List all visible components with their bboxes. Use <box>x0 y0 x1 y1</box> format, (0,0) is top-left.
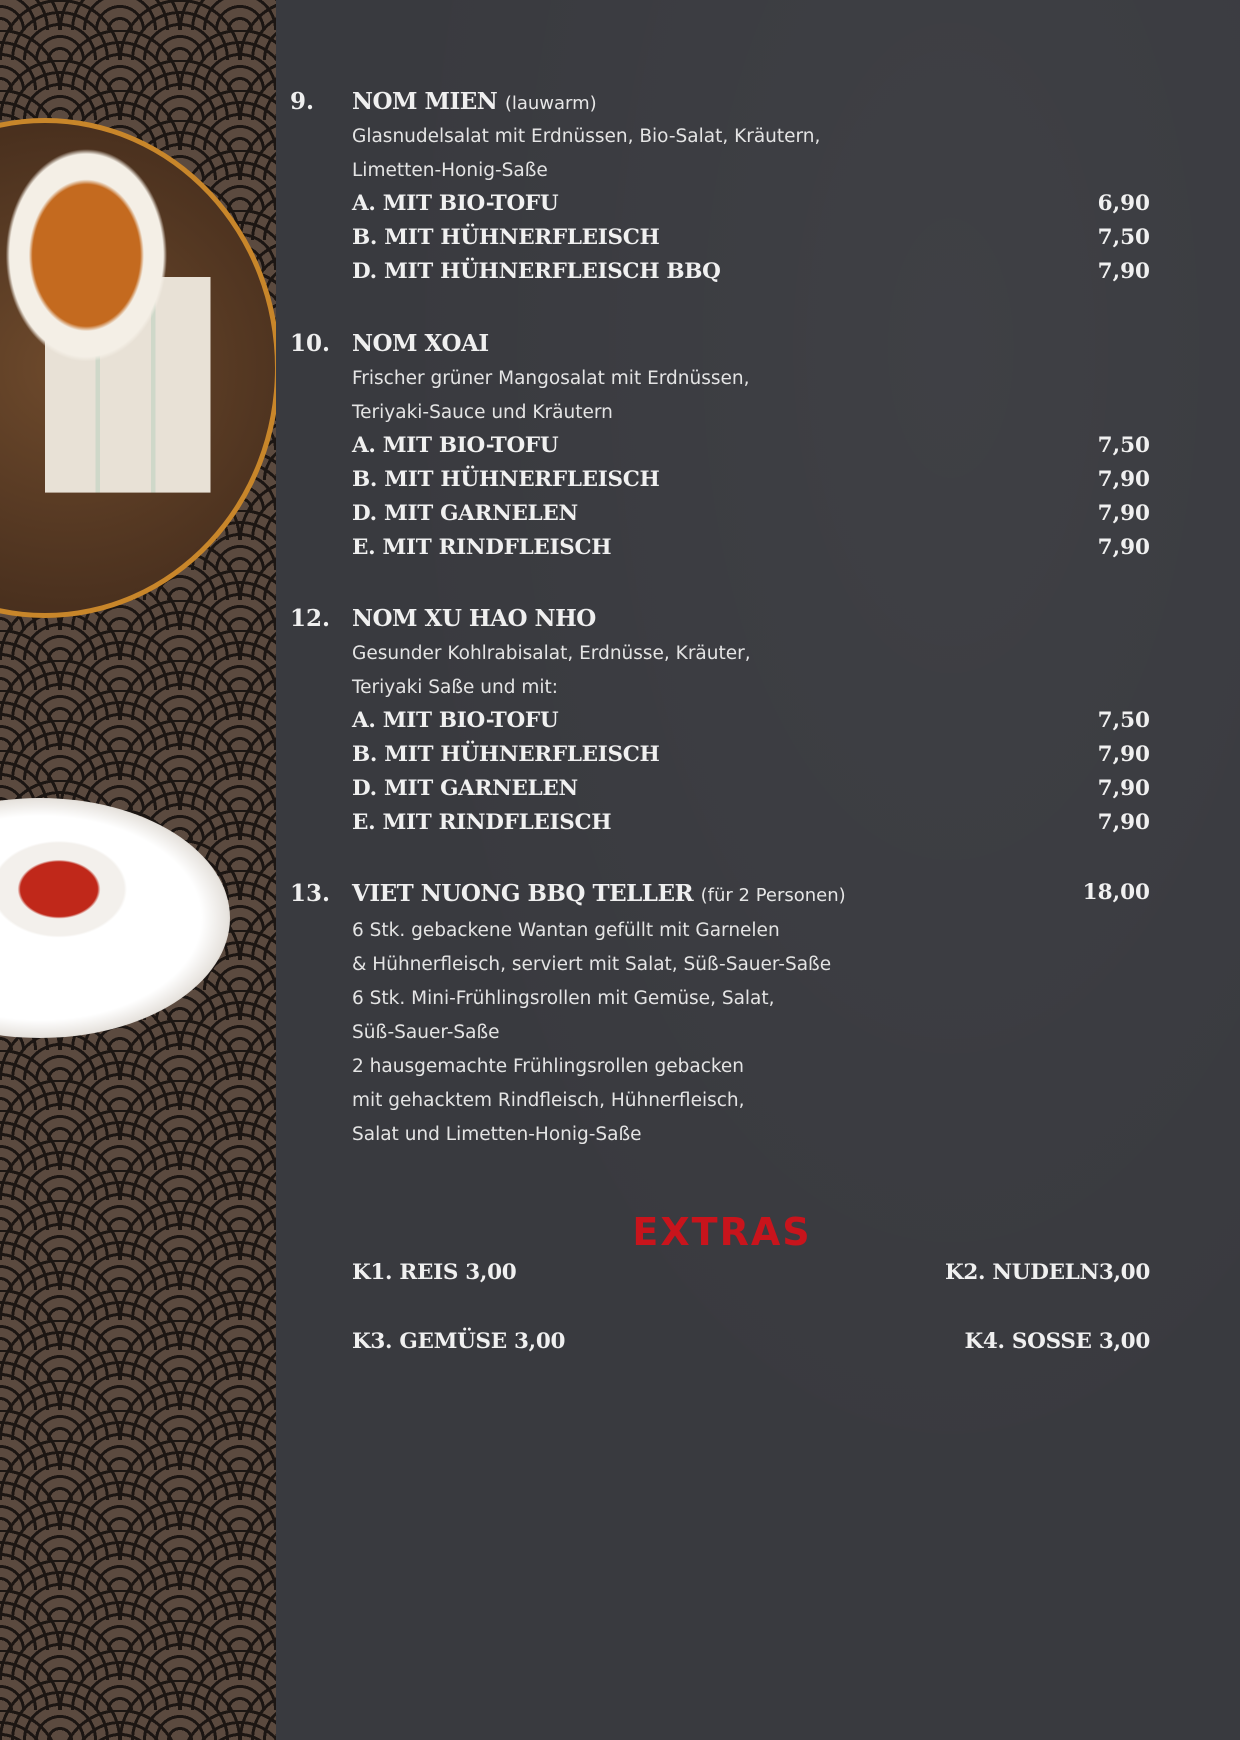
item-number: 12. <box>290 605 331 632</box>
item-description-line: 6 Stk. gebackene Wantan gefüllt mit Garnelen <box>352 920 780 941</box>
option-label: A. MIT BIO-TOFU <box>352 433 559 458</box>
food-photo-summer-rolls <box>0 118 276 618</box>
item-description-line: Süß-Sauer-Saße <box>352 1022 500 1043</box>
item-price: 18,00 <box>1082 880 1150 905</box>
menu-item-10 <box>290 330 1150 570</box>
item-number: 13. <box>290 880 331 907</box>
option-label: A. MIT BIO-TOFU <box>352 708 559 733</box>
item-note: (für 2 Personen) <box>700 885 846 906</box>
item-description-line: Gesunder Kohlrabisalat, Erdnüsse, Kräuter, <box>352 643 751 664</box>
option-price: 7,90 <box>1097 776 1150 801</box>
extra-k1: K1. REIS 3,00 <box>352 1260 517 1285</box>
option-price: 7,50 <box>1097 225 1150 250</box>
option-price: 7,90 <box>1097 501 1150 526</box>
item-number: 10. <box>290 330 331 357</box>
option-label: E. MIT RINDFLEISCH <box>352 810 612 835</box>
extra-k3: K3. GEMÜSE 3,00 <box>352 1329 566 1354</box>
option-label: A. MIT BIO-TOFU <box>352 191 559 216</box>
item-name: NOM MIEN (lauwarm) <box>352 88 597 115</box>
item-description-line: Limetten-Honig-Saße <box>352 160 548 181</box>
item-description-line: 6 Stk. Mini-Frühlingsrollen mit Gemüse, Salat, <box>352 988 775 1009</box>
item-description-line: Frischer grüner Mangosalat mit Erdnüssen, <box>352 368 750 389</box>
extras-heading: EXTRAS <box>632 1210 812 1254</box>
option-price: 7,90 <box>1097 259 1150 284</box>
option-label: B. MIT HÜHNERFLEISCH <box>352 467 660 492</box>
option-label: B. MIT HÜHNERFLEISCH <box>352 742 660 767</box>
option-price: 7,90 <box>1097 535 1150 560</box>
menu-item-9 <box>290 88 1150 298</box>
item-description-line: & Hühnerfleisch, serviert mit Salat, Süß-Sauer-Saße <box>352 954 832 975</box>
item-number: 9. <box>290 88 315 115</box>
extra-k4: K4. SOSSE 3,00 <box>964 1329 1150 1354</box>
extra-k2: K2. NUDELN3,00 <box>945 1260 1150 1285</box>
option-price: 7,90 <box>1097 467 1150 492</box>
item-description-line: Glasnudelsalat mit Erdnüssen, Bio-Salat, Kräutern, <box>352 126 821 147</box>
menu-item-12 <box>290 605 1150 845</box>
item-description-line: 2 hausgemachte Frühlingsrollen gebacken <box>352 1056 745 1077</box>
item-description-line: mit gehacktem Rindfleisch, Hühnerfleisch, <box>352 1090 745 1111</box>
item-name: NOM XOAI <box>352 330 489 357</box>
option-label: D. MIT GARNELEN <box>352 776 578 801</box>
item-note: (lauwarm) <box>504 93 597 114</box>
option-label: D. MIT HÜHNERFLEISCH BBQ <box>352 259 721 284</box>
option-label: E. MIT RINDFLEISCH <box>352 535 612 560</box>
option-label: D. MIT GARNELEN <box>352 501 578 526</box>
food-photo-spring-rolls-plate <box>0 798 230 1038</box>
decorative-wave-sidebar <box>0 0 276 1740</box>
option-price: 7,90 <box>1097 810 1150 835</box>
option-price: 7,90 <box>1097 742 1150 767</box>
item-description-line: Teriyaki-Sauce und Kräutern <box>352 402 613 423</box>
item-description-line: Teriyaki Saße und mit: <box>352 677 559 698</box>
option-price: 6,90 <box>1097 191 1150 216</box>
option-label: B. MIT HÜHNERFLEISCH <box>352 225 660 250</box>
item-name: NOM XU HAO NHO <box>352 605 596 632</box>
menu-item-13 <box>290 880 1150 1160</box>
option-price: 7,50 <box>1097 708 1150 733</box>
item-description-line: Salat und Limetten-Honig-Saße <box>352 1124 642 1145</box>
option-price: 7,50 <box>1097 433 1150 458</box>
item-name: VIET NUONG BBQ TELLER (für 2 Personen) <box>352 880 846 907</box>
